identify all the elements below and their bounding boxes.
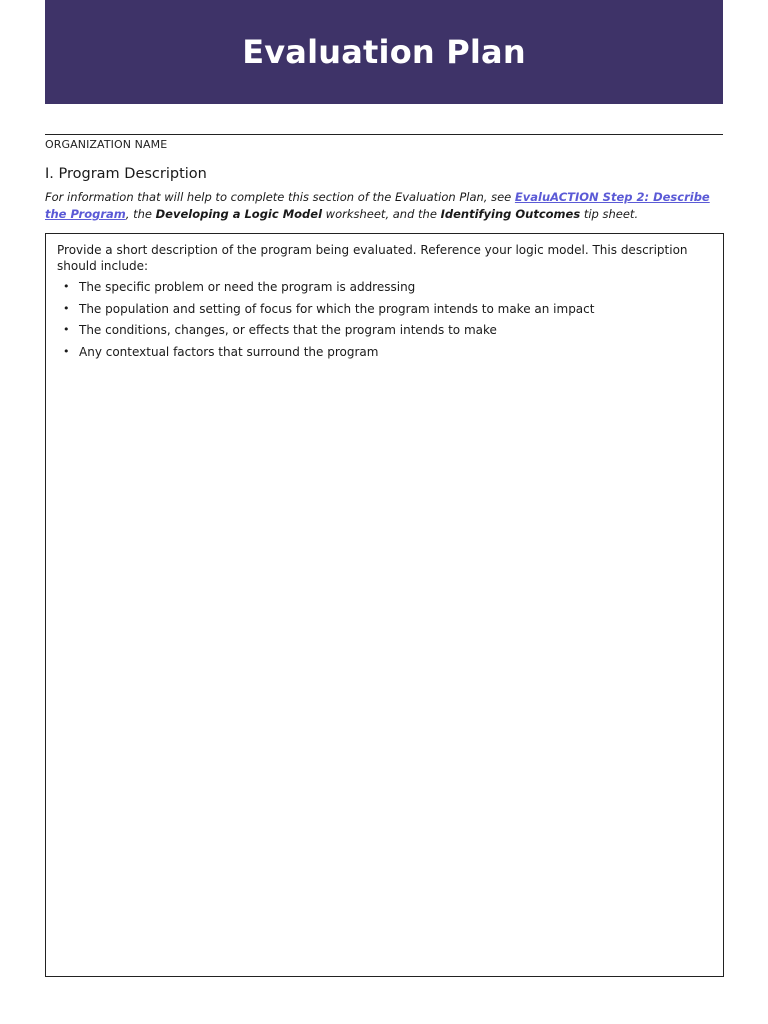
- instruction-list: [57, 279, 709, 360]
- list-item-text: The specific problem or need the program is addressing: [79, 280, 416, 294]
- list-item: [57, 301, 709, 317]
- bullet-icon: •: [63, 301, 70, 315]
- bullet-icon: •: [63, 323, 70, 336]
- identifying-outcomes-title: Identifying Outcomes: [440, 207, 581, 221]
- intro-mid2: worksheet, and the: [322, 207, 441, 221]
- list-item: [57, 322, 709, 338]
- program-description-field[interactable]: [45, 233, 724, 977]
- header-banner: [45, 0, 723, 104]
- evaluaction-step2-link[interactable]: EvaluACTION Step 2: Describe the Program: [45, 190, 710, 221]
- intro-mid1: , the: [125, 207, 156, 221]
- logic-model-title: Developing a Logic Model: [155, 207, 323, 221]
- list-item-text: Any contextual factors that surround the program: [79, 344, 379, 359]
- section-heading: I. Program Description: [45, 166, 207, 182]
- list-item-text: The conditions, changes, or effects that the program intends to make: [79, 323, 497, 337]
- organization-name-label: ORGANIZATION NAME: [45, 138, 168, 151]
- intro-suffix: tip sheet.: [580, 207, 639, 221]
- list-item: [57, 279, 709, 295]
- field-instructions: Provide a short description of the program being evaluated. Reference your logic model. This description should include:: [57, 243, 688, 273]
- section-intro: [45, 189, 721, 223]
- page-title: Evaluation Plan: [242, 33, 526, 71]
- organization-name-line: [45, 134, 723, 135]
- list-item-text: The population and setting of focus for which the program intends to make an impact: [79, 301, 595, 316]
- list-item: [57, 344, 709, 360]
- bullet-icon: •: [63, 280, 70, 293]
- intro-prefix: For information that will help to complete this section of the Evaluation Plan, see: [45, 190, 515, 204]
- bullet-icon: •: [63, 344, 70, 358]
